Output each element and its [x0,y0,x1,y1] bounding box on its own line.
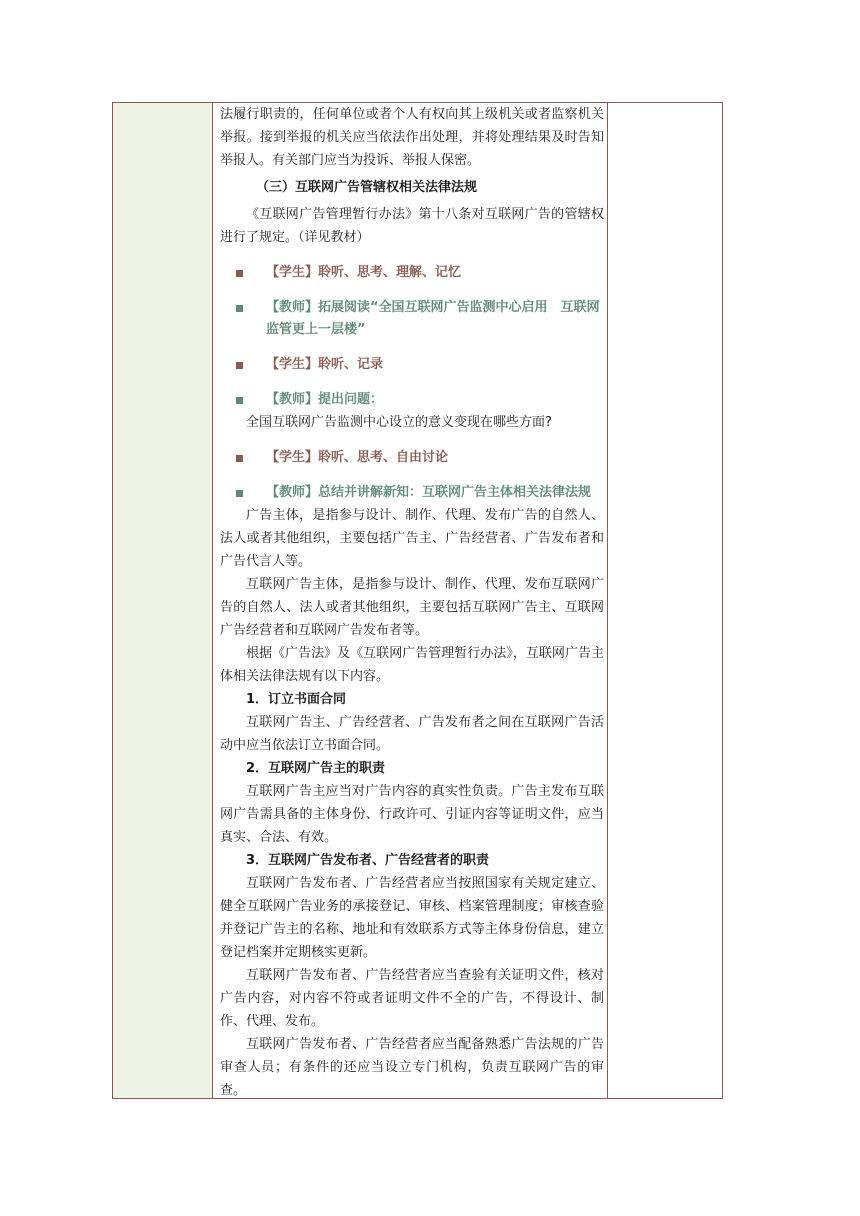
student-activity [220,262,604,284]
activity-text: 【教师】拓展阅读“全国互联网广告监测中心启用 互联网监管更上一层楼” [266,300,600,337]
square-bullet-icon [236,397,243,404]
table-right-column [607,103,722,1098]
square-bullet-icon [236,490,243,497]
teacher-activity [220,482,604,504]
paragraph: 广告主体，是指参与设计、制作、代理、发布广告的自然人、法人或者其他组织，主要包括广告主、广告经营者、广告发布者和广告代言人等。 [220,508,604,569]
paragraph: 互联网广告主应当对广告内容的真实性负责。广告主发布互联网广告需具备的主体身份、行政许可、引证内容等证明文件，应当真实、合法、有效。 [220,784,604,845]
activity-text: 【学生】聆听、思考、理解、记忆 [266,265,462,280]
student-activity [220,447,604,469]
square-bullet-icon [236,305,243,312]
table-left-column [113,103,213,1098]
paragraph: 互联网广告发布者、广告经营者应当按照国家有关规定建立、健全互联网广告业务的承接登记、审核、档案管理制度；审核查验并登记广告主的名称、地址和有效联系方式等主体身份信息，建立登记档案并定期核实更新。 [220,876,604,960]
numbered-heading: 3．互联网广告发布者、广告经营者的职责 [246,853,490,868]
numbered-heading: 2．互联网广告主的职责 [246,761,386,776]
paragraph: 《互联网广告管理暂行办法》第十八条对互联网广告的管辖权进行了规定。（详见教材） [220,207,604,245]
paragraph: 法履行职责的，任何单位或者个人有权向其上级机关或者监察机关举报。接到举报的机关应当依法作出处理，并将处理结果及时告知举报人。有关部门应当为投诉、举报人保密。 [220,107,604,168]
teacher-activity [220,297,604,341]
activity-text: 【学生】聆听、记录 [266,357,384,372]
lesson-table [112,102,723,1099]
numbered-heading: 1．订立书面合同 [246,692,347,707]
paragraph: 互联网广告发布者、广告经营者应当配备熟悉广告法规的广告审查人员；有条件的还应当设立专门机构，负责互联网广告的审查。 [220,1037,604,1098]
table-content-column [220,103,604,1102]
activity-text: 【学生】聆听、思考、自由讨论 [266,450,449,465]
teacher-activity [220,389,604,411]
square-bullet-icon [236,270,243,277]
paragraph: 互联网广告发布者、广告经营者应当查验有关证明文件，核对广告内容，对内容不符或者证明文件不全的广告，不得设计、制作、代理、发布。 [220,968,604,1029]
question-text: 全国互联网广告监测中心设立的意义变现在哪些方面? [246,415,552,430]
student-activity [220,354,604,376]
activity-text: 【教师】提出问题： [266,392,384,407]
square-bullet-icon [236,455,243,462]
square-bullet-icon [236,362,243,369]
section-heading: （三）互联网广告管辖权相关法律法规 [256,180,478,195]
paragraph: 互联网广告主体，是指参与设计、制作、代理、发布互联网广告的自然人、法人或者其他组织，主要包括互联网广告主、互联网广告经营者和互联网广告发布者等。 [220,577,604,638]
paragraph: 互联网广告主、广告经营者、广告发布者之间在互联网广告活动中应当依法订立书面合同。 [220,715,604,753]
activity-text: 【教师】总结并讲解新知：互联网广告主体相关法律法规 [266,485,592,500]
paragraph: 根据《广告法》及《互联网广告管理暂行办法》，互联网广告主体相关法律法规有以下内容。 [220,646,604,684]
